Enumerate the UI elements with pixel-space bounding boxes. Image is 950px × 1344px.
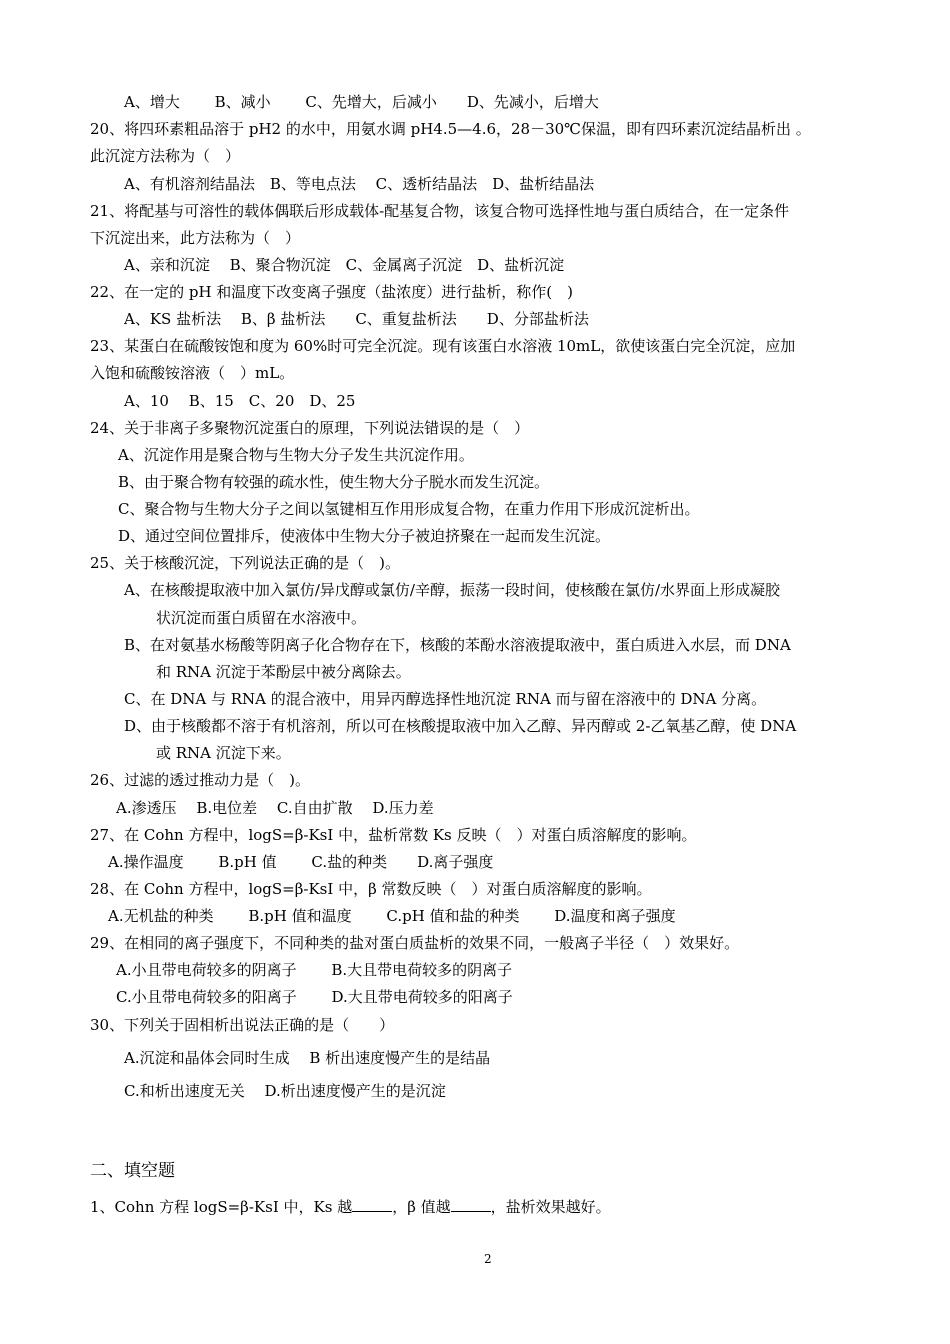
fill-blank-q1-part2: ，β 值越 <box>392 1198 451 1216</box>
q26-options: A.渗透压 B.电位差 C.自由扩散 D.压力差 <box>116 799 434 817</box>
q26-stem: 26、过滤的透过推动力是（ )。 <box>90 771 310 789</box>
q21-stem-line2: 下沉淀出来，此方法称为（ ） <box>90 229 301 247</box>
fill-blank-q1-part3: ，盐析效果越好。 <box>490 1198 611 1216</box>
q25-option-c: C、在 DNA 与 RNA 的混合液中，用异丙醇选择性地沉淀 RNA 而与留在溶液中的 DNA 分离。 <box>124 690 767 708</box>
q22-options: A、KS 盐析法 B、β 盐析法 C、重复盐析法 D、分部盐析法 <box>124 310 589 328</box>
q30-options-cd: C.和析出速度无关 D.析出速度慢产生的是沉淀 <box>124 1082 446 1100</box>
q24-option-b: B、由于聚合物有较强的疏水性，使生物大分子脱水而发生沉淀。 <box>118 473 550 491</box>
q25-option-a-line1: A、在核酸提取液中加入氯仿/异戊醇或氯仿/辛醇，振荡一段时间，使核酸在氯仿/水界面上形成凝胶 <box>124 581 780 599</box>
q25-option-d-line2: 或 RNA 沉淀下来。 <box>156 744 291 762</box>
section-title-fill-in: 二、填空题 <box>90 1161 175 1181</box>
q27-options: A.操作温度 B.pH 值 C.盐的种类 D.离子强度 <box>108 853 494 871</box>
answer-blank-1[interactable] <box>352 1197 392 1212</box>
q23-options: A、10 B、15 C、20 D、25 <box>124 392 356 410</box>
q28-options: A.无机盐的种类 B.pH 值和温度 C.pH 值和盐的种类 D.温度和离子强度 <box>108 907 676 925</box>
fill-blank-q1 <box>90 1197 611 1217</box>
q19-options: A、增大 B、减小 C、先增大，后减小 D、先减小，后增大 <box>124 93 599 111</box>
answer-blank-2[interactable] <box>451 1197 491 1212</box>
fill-blank-q1-part1: 1、Cohn 方程 logS=β-KsI 中，Ks 越 <box>90 1198 353 1216</box>
q20-options: A、有机溶剂结晶法 B、等电点法 C、透析结晶法 D、盐析结晶法 <box>124 175 595 193</box>
q24-option-d: D、通过空间位置排斥，使液体中生物大分子被迫挤聚在一起而发生沉淀。 <box>118 527 611 545</box>
q21-stem-line1: 21、将配基与可溶性的载体偶联后形成载体-配基复合物，该复合物可选择性地与蛋白质结合，在一定条件 <box>90 202 790 220</box>
q29-options-cd: C.小且带电荷较多的阳离子 D.大且带电荷较多的阳离子 <box>116 988 513 1006</box>
q20-stem-line1: 20、将四环素粗品溶于 pH2 的水中，用氨水调 pH4.5—4.6，28－30℃保温，即有四环素沉淀结晶析出 。 <box>90 120 811 138</box>
q27-stem: 27、在 Cohn 方程中，logS=β-KsI 中，盐析常数 Ks 反映（ ）对蛋白质溶解度的影响。 <box>90 826 697 844</box>
q25-option-d-line1: D、由于核酸都不溶于有机溶剂，所以可在核酸提取液中加入乙醇、异丙醇或 2-乙氧基乙醇，使 DNA <box>124 717 797 735</box>
q23-stem-line1: 23、某蛋白在硫酸铵饱和度为 60%时可完全沉淀。现有该蛋白水溶液 10mL，欲使该蛋白完全沉淀，应加 <box>90 337 796 355</box>
q25-stem: 25、关于核酸沉淀，下列说法正确的是（ )。 <box>90 554 400 572</box>
q24-stem: 24、关于非离子多聚物沉淀蛋白的原理，下列说法错误的是（ ） <box>90 419 530 437</box>
q28-stem: 28、在 Cohn 方程中，logS=β-KsI 中，β 常数反映（ ）对蛋白质溶解度的影响。 <box>90 880 652 898</box>
q25-option-b-line2: 和 RNA 沉淀于苯酚层中被分离除去。 <box>156 663 411 681</box>
q25-option-b-line1: B、在对氨基水杨酸等阴离子化合物存在下，核酸的苯酚水溶液提取液中，蛋白质进入水层，而 DNA <box>124 636 791 654</box>
q21-options: A、亲和沉淀 B、聚合物沉淀 C、金属离子沉淀 D、盐析沉淀 <box>124 256 565 274</box>
q30-options-ab: A.沉淀和晶体会同时生成 B 析出速度慢产生的是结晶 <box>124 1049 491 1067</box>
q25-option-a-line2: 状沉淀而蛋白质留在水溶液中。 <box>156 609 367 627</box>
q24-option-c: C、聚合物与生物大分子之间以氢键相互作用形成复合物，在重力作用下形成沉淀析出。 <box>118 500 700 518</box>
q29-options-ab: A.小且带电荷较多的阴离子 B.大且带电荷较多的阴离子 <box>116 961 513 979</box>
q24-option-a: A、沉淀作用是聚合物与生物大分子发生共沉淀作用。 <box>118 446 474 464</box>
q30-stem: 30、下列关于固相析出说法正确的是（ ） <box>90 1016 395 1034</box>
q29-stem: 29、在相同的离子强度下，不同种类的盐对蛋白质盐析的效果不同，一般离子半径（ ）效果好。 <box>90 934 740 952</box>
page-number: 2 <box>484 1252 492 1266</box>
q22-stem: 22、在一定的 pH 和温度下改变离子强度（盐浓度）进行盐析，称作( ) <box>90 283 574 301</box>
q20-stem-line2: 此沉淀方法称为（ ） <box>90 147 241 165</box>
q23-stem-line2: 入饱和硫酸铵溶液（ ）mL。 <box>90 364 295 382</box>
